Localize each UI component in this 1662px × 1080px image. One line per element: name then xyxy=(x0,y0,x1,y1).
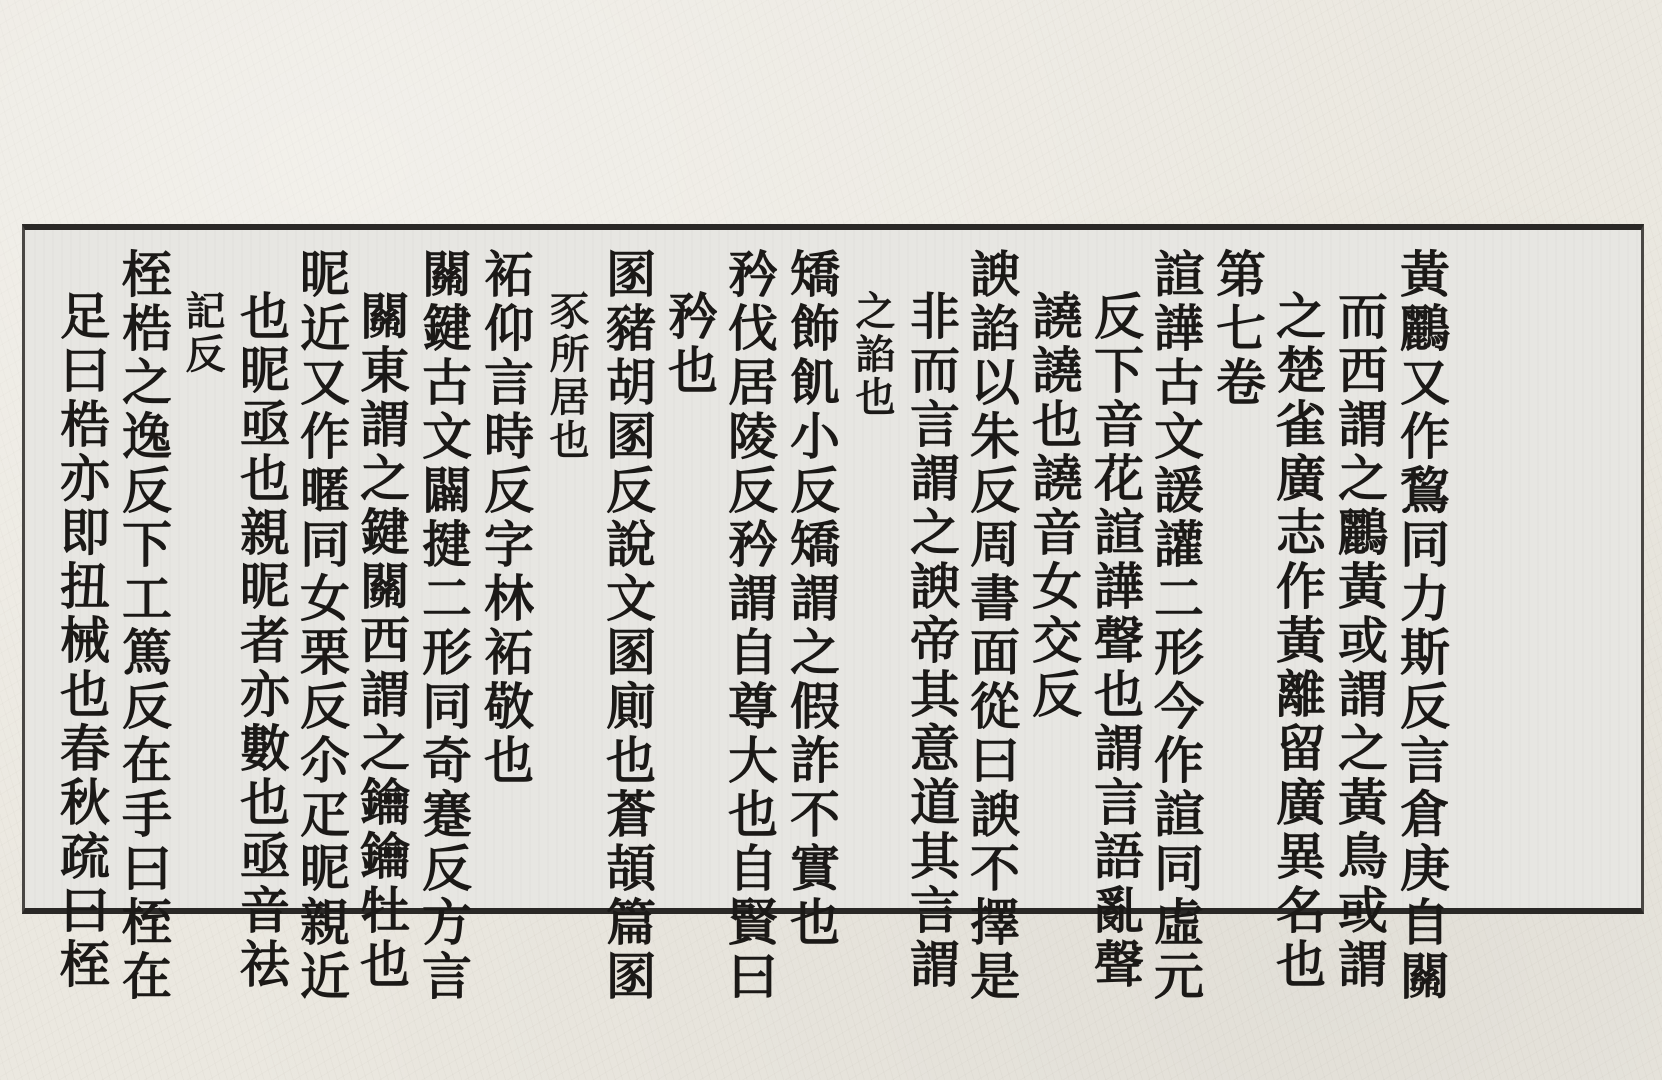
text-column: 反下音花諠譁聲也謂言語亂聲 xyxy=(1086,290,1145,992)
text-column: 桎梏之逸反下工篤反在手曰桎在 xyxy=(114,248,173,1004)
text-column: 關東謂之鍵關西謂之鑰鑰牡也 xyxy=(352,290,411,992)
text-column: 諠譁古文諼讙二形今作諠同虛元 xyxy=(1146,248,1205,1004)
text-column: 記反 xyxy=(179,290,226,376)
text-column: 黃鸝又作鵹同力斯反言倉庚自關 xyxy=(1392,248,1451,1004)
text-column: 之諂也 xyxy=(849,290,896,419)
text-column: 足曰梏亦即扭械也春秋疏曰桎 xyxy=(52,290,111,992)
text-column: 諛諂以朱反周書面從曰諛不擇是 xyxy=(962,248,1021,1004)
text-column: 袥仰言時反字林袥敬也 xyxy=(476,248,535,788)
text-column: 關鍵古文闢揵二形同奇蹇反方言 xyxy=(414,248,473,1004)
text-column: 譊譊也譊音女交反 xyxy=(1024,290,1083,722)
text-column: 矜也 xyxy=(660,290,719,398)
text-column: 豕所居也 xyxy=(543,290,590,462)
text-column: 第七卷 xyxy=(1208,248,1267,410)
text-column: 矯飾飢小反矯謂之假詐不實也 xyxy=(782,248,841,950)
text-column: 非而言謂之諛帝其意道其言謂 xyxy=(902,290,961,992)
text-column: 昵近又作暱同女栗反尒疋昵親近 xyxy=(292,248,351,1004)
text-column: 之楚雀廣志作黃離留廣異名也 xyxy=(1268,290,1327,992)
text-column: 矜伐居陵反矜謂自尊大也自賢曰 xyxy=(720,248,779,1004)
text-column: 而西謂之鸝黃或謂之黃鳥或謂 xyxy=(1330,290,1389,992)
text-column: 圂豬胡圂反說文圂廁也蒼頡篇圂 xyxy=(598,248,657,1004)
text-column: 也昵亟也親昵者亦數也亟音祛 xyxy=(232,290,291,992)
